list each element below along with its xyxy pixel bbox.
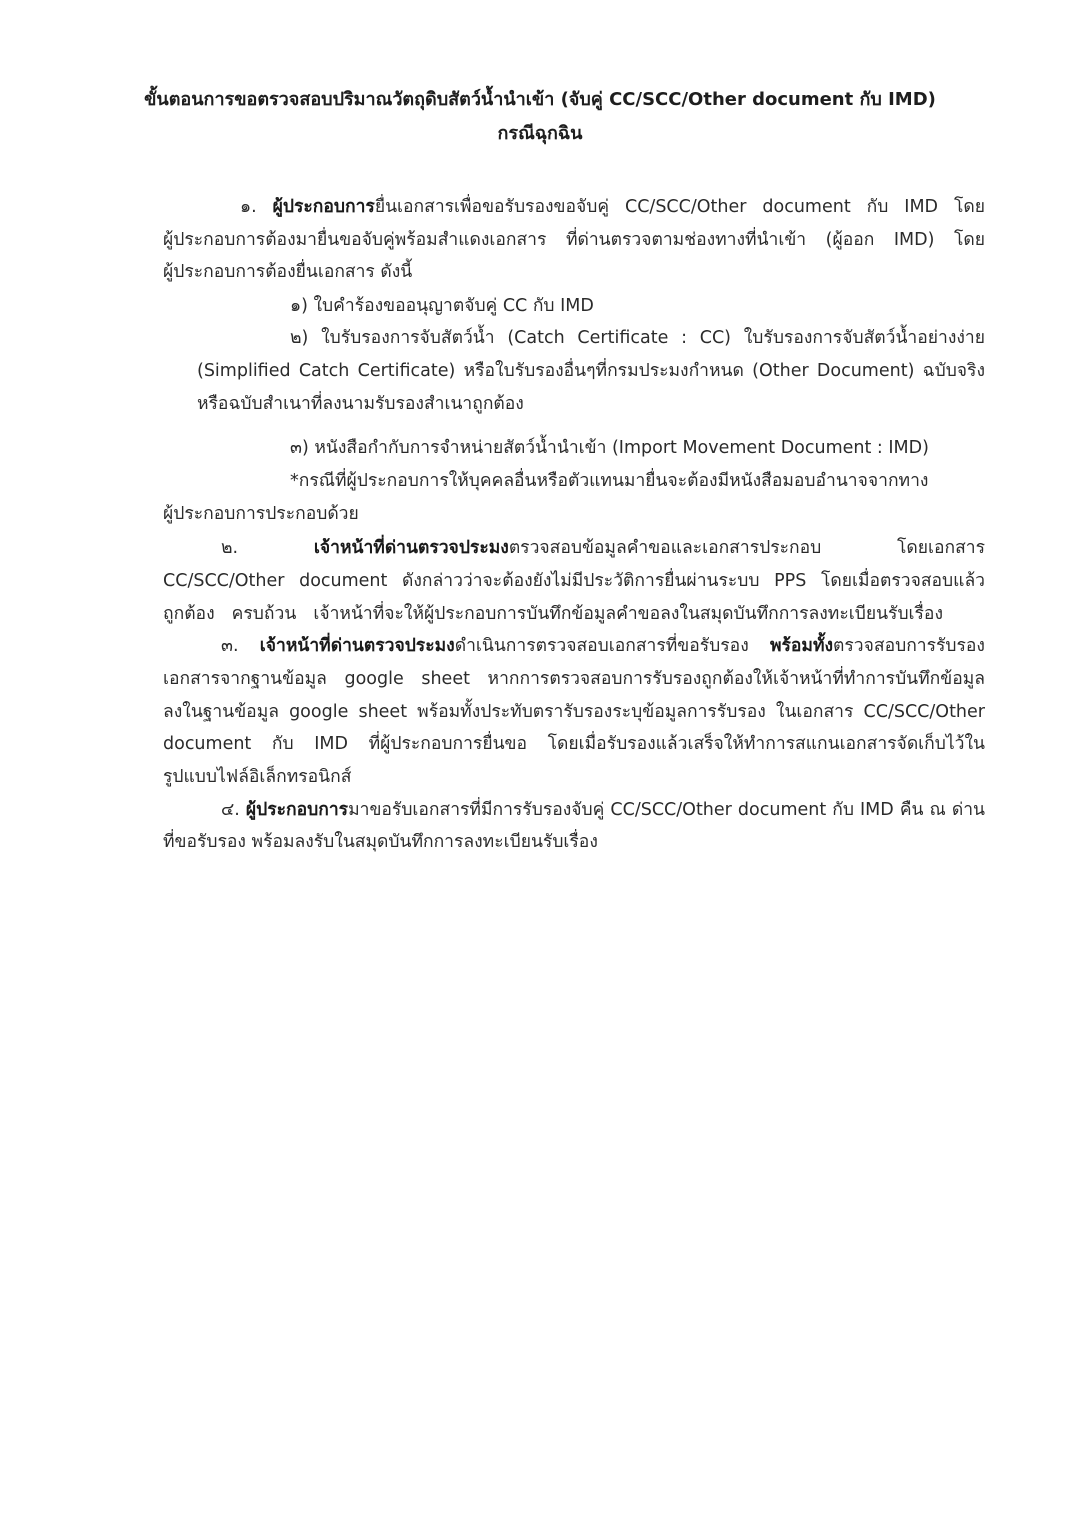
step2-actor: เจ้าหน้าที่ด่านตรวจประมง bbox=[313, 538, 509, 558]
step3-bold-phrase: พร้อมทั้ง bbox=[769, 636, 834, 656]
step2-line3: ถูกต้อง ครบถ้วน เจ้าหน้าที่จะให้ผู้ประกอบการบันทึกข้อมูลคำขอลงในสมุดบันทึกการลงทะเบียนรับเรื่อง bbox=[163, 604, 943, 624]
step1-item2-line1: ๒) ใบรับรองการจับสัตว์น้ำ (Catch Certificate : CC) ใบรับรองการจับสัตว์น้ำอย่างง่าย bbox=[290, 328, 985, 348]
step2-number: ๒. bbox=[221, 538, 239, 558]
step1-line1 bbox=[240, 192, 985, 220]
document-subtitle: กรณีฉุกฉิน bbox=[497, 123, 583, 144]
document-title: ขั้นตอนการขอตรวจสอบปริมาณวัตถุดิบสัตว์น้ำนำเข้า (จับคู่ CC/SCC/Other document กับ IMD) bbox=[144, 89, 936, 110]
step4-text: มาขอรับเอกสารที่มีการรับรองจับคู่ CC/SCC/Other document กับ IMD คืน ณ ด่าน bbox=[348, 800, 985, 820]
step4-actor: ผู้ประกอบการ bbox=[245, 800, 349, 820]
step1-item3: ๓) หนังสือกำกับการจำหน่ายสัตว์น้ำนำเข้า (Import Movement Document : IMD) bbox=[290, 438, 929, 458]
step4-line1 bbox=[221, 795, 985, 823]
step1-actor: ผู้ประกอบการ bbox=[272, 197, 375, 217]
step2-line1 bbox=[221, 533, 985, 561]
step1-note-line1: *กรณีที่ผู้ประกอบการให้บุคคลอื่นหรือตัวแทนมายื่นจะต้องมีหนังสือมอบอำนาจจากทาง bbox=[290, 471, 929, 491]
step3-line2: เอกสารจากฐานข้อมูล google sheet หากการตรวจสอบการรับรองถูกต้องให้เจ้าหน้าที่ทำการบันทึกข้อมูล bbox=[163, 669, 985, 689]
step1-text: ยื่นเอกสารเพื่อขอรับรองขอจับคู่ CC/SCC/Other document กับ IMD โดย bbox=[374, 197, 985, 217]
step1-item1: ๑) ใบคำร้องขออนุญาตจับคู่ CC กับ IMD bbox=[290, 296, 594, 316]
step4-line2: ที่ขอรับรอง พร้อมลงรับในสมุดบันทึกการลงทะเบียนรับเรื่อง bbox=[163, 832, 598, 852]
step2-line2: CC/SCC/Other document ดังกล่าวว่าจะต้องยังไม่มีประวัติการยื่นผ่านระบบ PPS โดยเมื่อตรวจสอบแล้ว bbox=[163, 571, 985, 591]
step3-text-end: ตรวจสอบการรับรอง bbox=[833, 636, 985, 656]
step4-number: ๔. bbox=[221, 800, 240, 820]
step3-actor: เจ้าหน้าที่ด่านตรวจประมง bbox=[259, 636, 455, 656]
step1-item2-line3: หรือฉบับสำเนาที่ลงนามรับรองสำเนาถูกต้อง bbox=[197, 394, 524, 414]
step2-text: ตรวจสอบข้อมูลคำขอและเอกสารประกอบ โดยเอกสาร bbox=[508, 538, 985, 558]
step1-note-line2: ผู้ประกอบการประกอบด้วย bbox=[163, 504, 359, 524]
step3-number: ๓. bbox=[221, 636, 239, 656]
step1-line3: ผู้ประกอบการต้องยื่นเอกสาร ดังนี้ bbox=[163, 262, 413, 282]
step1-line2: ผู้ประกอบการต้องมายื่นขอจับคู่พร้อมสำแดงเอกสาร ที่ด่านตรวจตามช่องทางที่นำเข้า (ผู้ออก IMD) โดย bbox=[163, 230, 985, 250]
step1-item2-line2: (Simplified Catch Certificate) หรือใบรับรองอื่นๆที่กรมประมงกำหนด (Other Document) ฉบับจริง bbox=[197, 361, 985, 381]
step3-line4: document กับ IMD ที่ผู้ประกอบการยื่นขอ โดยเมื่อรับรองแล้วเสร็จให้ทำการสแกนเอกสารจัดเก็บไว้ใน bbox=[163, 734, 985, 754]
step3-line5: รูปแบบไฟล์อิเล็กทรอนิกส์ bbox=[163, 767, 352, 787]
step3-text: ดำเนินการตรวจสอบเอกสารที่ขอรับรอง bbox=[454, 636, 749, 656]
step3-line3: ลงในฐานข้อมูล google sheet พร้อมทั้งประทับตรารับรองระบุข้อมูลการรับรอง ในเอกสาร CC/SCC/Other bbox=[163, 702, 985, 722]
step1-number: ๑. bbox=[240, 197, 257, 217]
step3-line1 bbox=[221, 631, 985, 659]
